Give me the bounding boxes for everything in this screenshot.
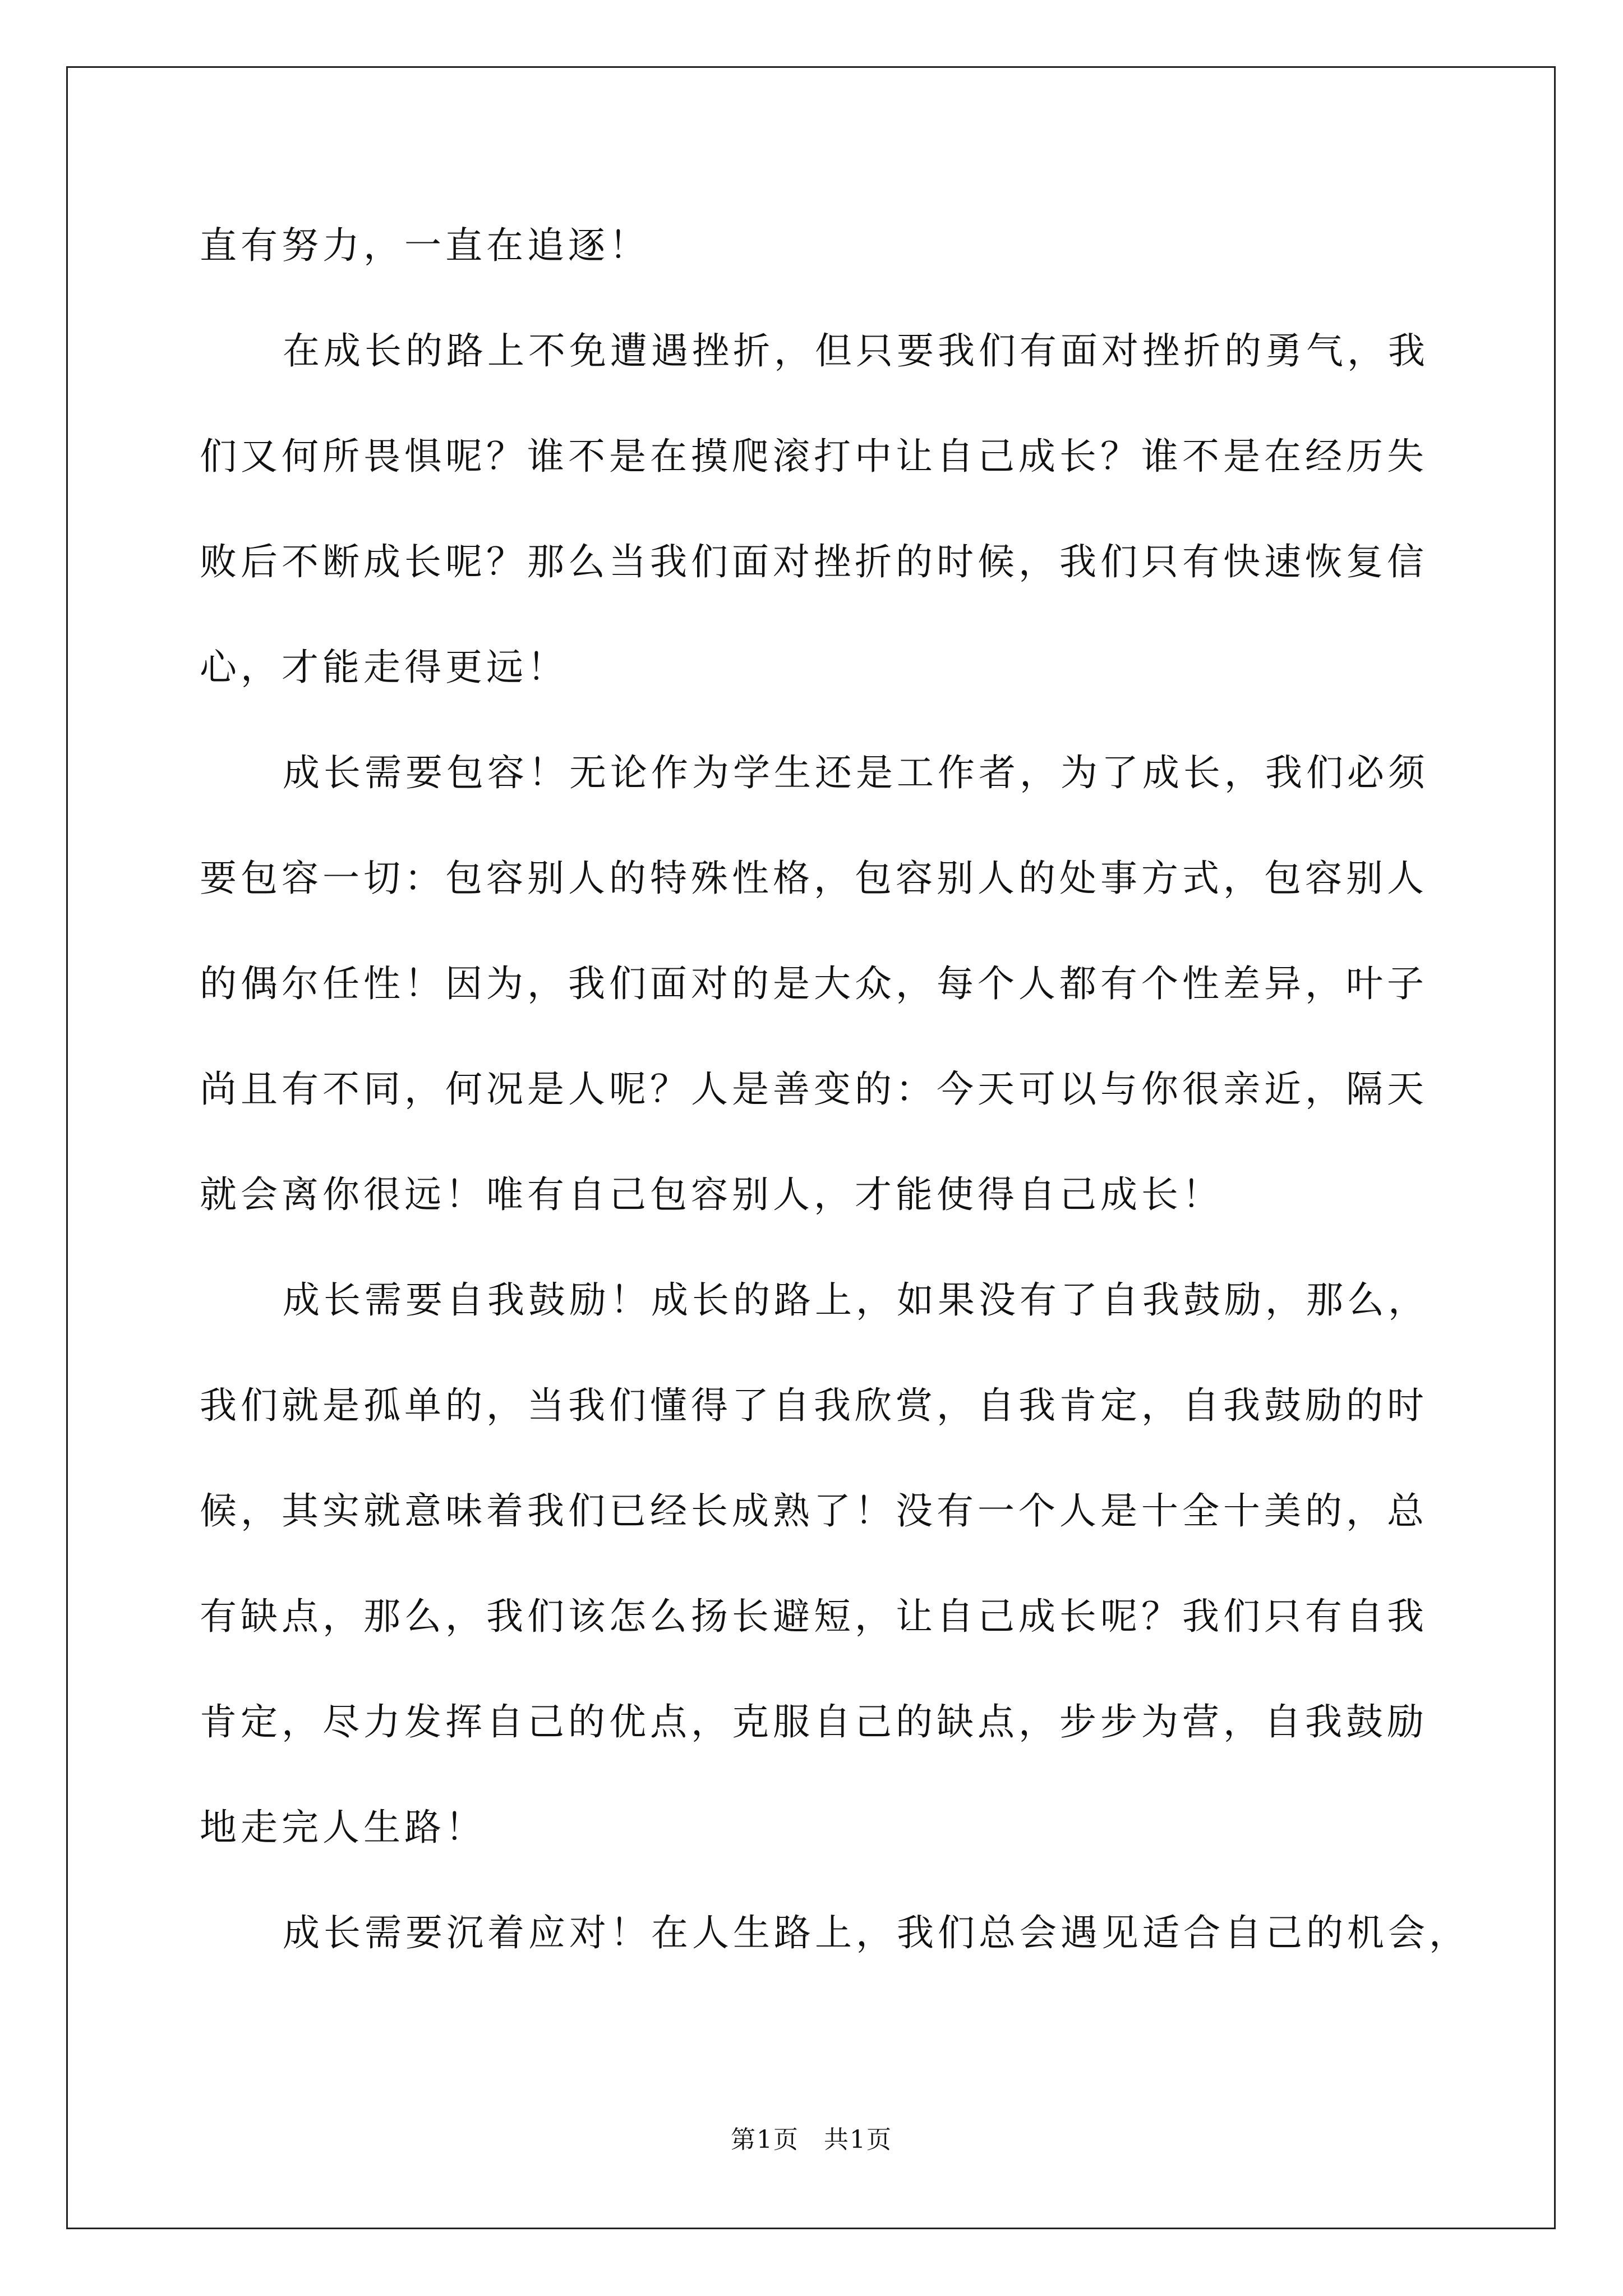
text-line: 心，才能走得更远！ [200, 646, 568, 689]
text-line: 成长需要沉着应对！在人生路上，我们总会遇见适合自己的机会， [283, 1911, 1470, 1954]
text-line: 尚且有不同，何况是人呢？人是善变的：今天可以与你很亲近，隔天 [200, 1068, 1428, 1111]
text-line: 败后不断成长呢？那么当我们面对挫折的时候，我们只有快速恢复信 [200, 540, 1428, 583]
page-total: 共1页 [824, 2125, 892, 2154]
text-line: 直有努力，一直在追逐！ [200, 224, 650, 267]
page-number: 第1页 [731, 2125, 799, 2154]
text-line: 地走完人生路！ [200, 1806, 486, 1849]
text-line: 有缺点，那么，我们该怎么扬长避短，让自己成长呢？我们只有自我 [200, 1595, 1428, 1638]
text-line: 要包容一切：包容别人的特殊性格，包容别人的处事方式，包容别人 [200, 857, 1428, 900]
text-line: 在成长的路上不免遭遇挫折，但只要我们有面对挫折的勇气，我 [283, 329, 1429, 372]
document-body [200, 218, 1470, 2010]
text-line: 肯定，尽力发挥自己的优点，克服自己的缺点，步步为营，自我鼓励 [200, 1700, 1428, 1743]
text-line: 成长需要自我鼓励！成长的路上，如果没有了自我鼓励，那么， [283, 1278, 1429, 1322]
text-line: 候，其实就意味着我们已经长成熟了！没有一个人是十全十美的，总 [200, 1489, 1428, 1533]
page-footer [0, 2119, 1623, 2155]
text-line: 的偶尔任性！因为，我们面对的是大众，每个人都有个性差异，叶子 [200, 962, 1428, 1005]
text-line: 我们就是孤单的，当我们懂得了自我欣赏，自我肯定，自我鼓励的时 [200, 1384, 1428, 1427]
text-line: 们又何所畏惧呢？谁不是在摸爬滚打中让自己成长？谁不是在经历失 [200, 435, 1428, 478]
text-line: 成长需要包容！无论作为学生还是工作者，为了成长，我们必须 [283, 751, 1429, 794]
text-line: 就会离你很远！唯有自己包容别人，才能使得自己成长！ [200, 1173, 1223, 1216]
